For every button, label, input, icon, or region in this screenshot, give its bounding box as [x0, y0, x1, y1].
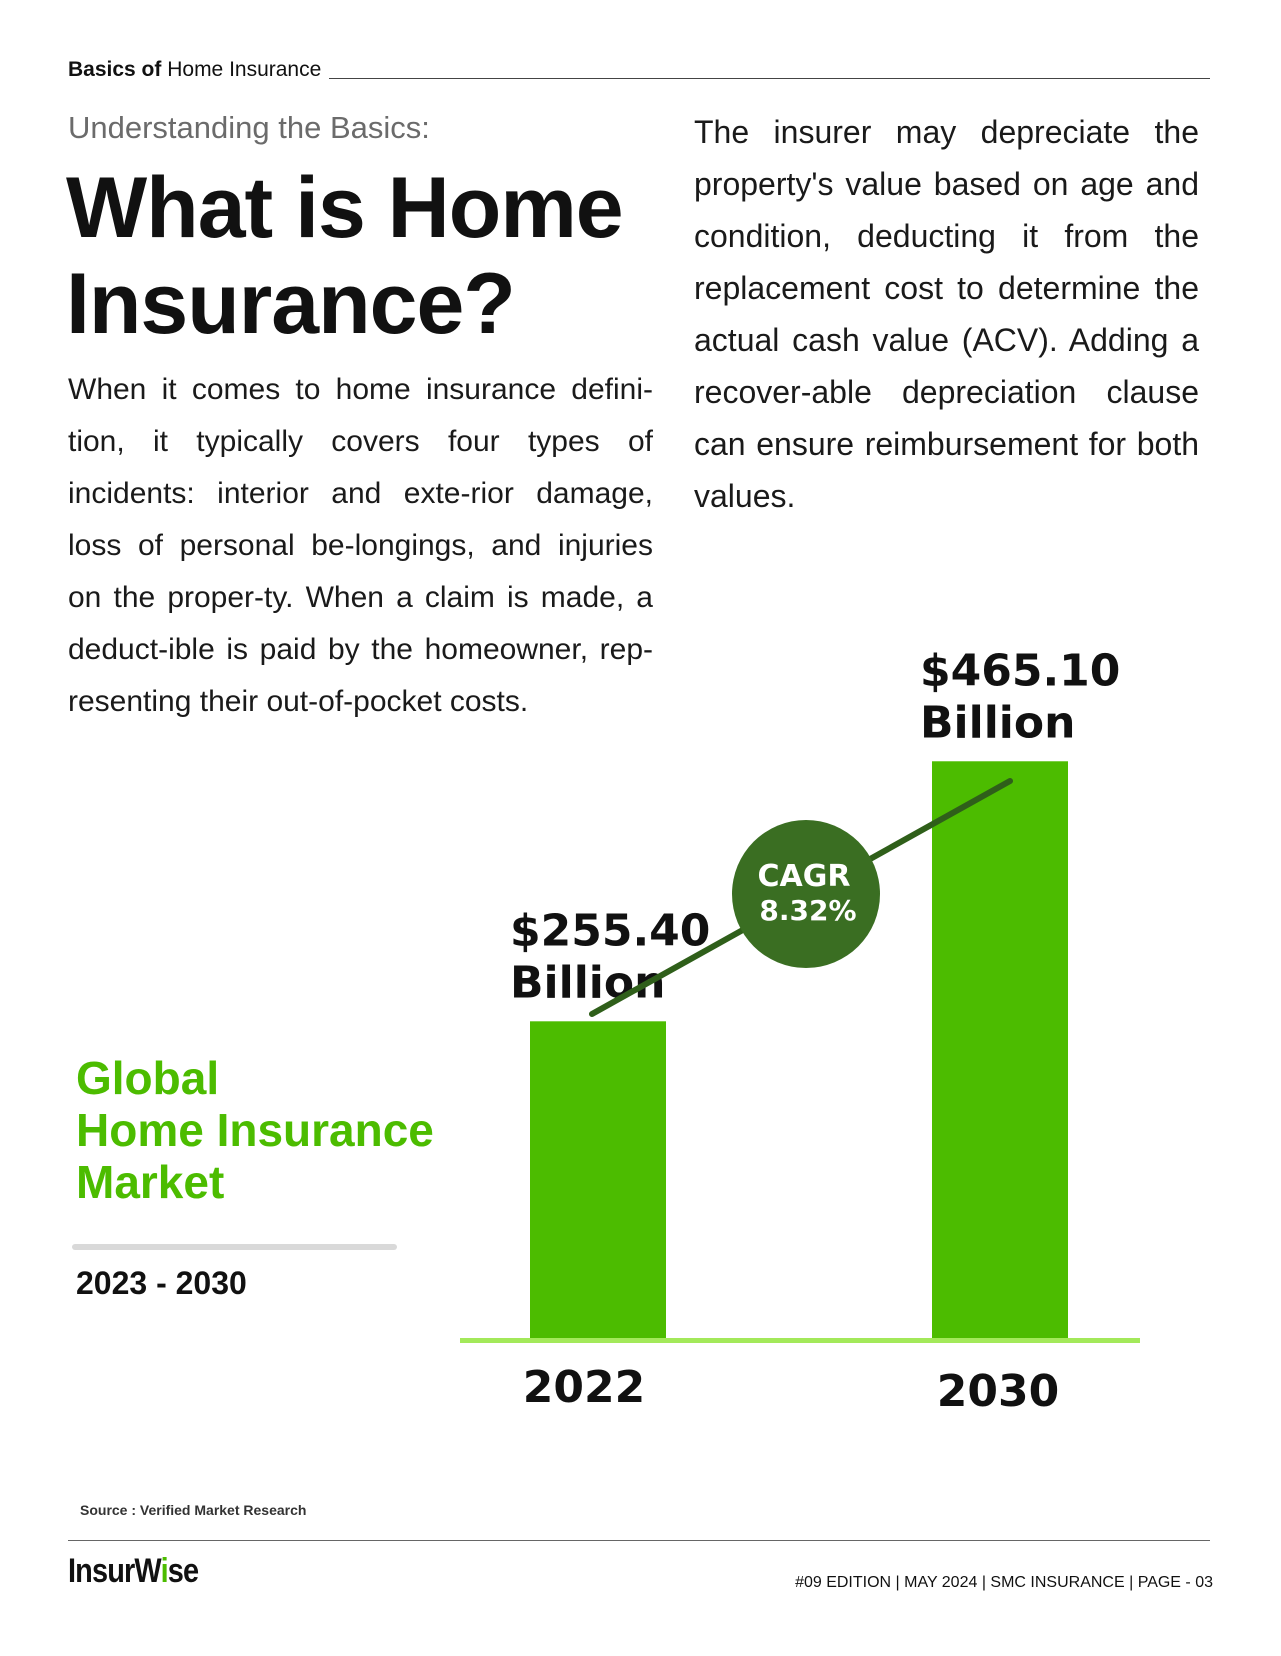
chart-baseline [460, 1338, 1140, 1343]
footer-rule [68, 1540, 1210, 1541]
chart-caption-years: 2023 - 2030 [76, 1265, 247, 1301]
chart-bar-2030 [932, 761, 1068, 1338]
logo-text-part2: se [167, 1552, 199, 1590]
cagr-badge-label: CAGR [757, 859, 851, 894]
section-header [68, 58, 1210, 88]
chart-caption-line: Global [76, 1052, 220, 1104]
section-label-rest: Home Insurance [167, 58, 322, 81]
chart-caption-title [76, 1052, 434, 1208]
article-subtitle: Understanding the Basics: [68, 110, 430, 145]
chart-category-label: 2022 [522, 1362, 646, 1413]
section-label-bold: Basics of [68, 58, 162, 81]
source-note: Source : Verified Market Research [80, 1502, 307, 1518]
chart-caption-divider [72, 1244, 397, 1250]
chart-caption-line: Home Insurance [76, 1104, 434, 1156]
logo-text-part1: InsurW [68, 1552, 161, 1590]
market-bar-chart [480, 645, 1220, 1520]
chart-caption-line: Market [76, 1156, 225, 1208]
chart-value-label: Billion [920, 697, 1076, 749]
chart-bar-2022 [530, 1021, 666, 1338]
chart-category-label: 2030 [936, 1366, 1060, 1417]
footer-edition-info: #09 EDITION | MAY 2024 | SMC INSURANCE | PAGE - 03 [795, 1574, 1213, 1591]
body-paragraph-right: The insurer may depreciate the property's value based on age and condition, deducting it from the replacement cost to determine the actual cash value (ACV). Adding a recover-able depreciation clause can ensure reimbursement for both values. [694, 114, 1199, 514]
section-label [68, 58, 329, 82]
chart-value-label: $255.40 [510, 905, 711, 957]
cagr-badge-value: 8.32% [759, 894, 857, 927]
insurwise-logo [68, 1552, 198, 1591]
chart-value-label: Billion [510, 957, 666, 1009]
chart-value-label: $465.10 [920, 645, 1121, 697]
body-paragraph-left: When it comes to home insurance definition, it typically covers four types of incidents: interior and exte-rior damage, loss of personal be-longings, and injuries on the proper-ty. When a claim is made, a deduct-ible is paid by the homeowner, rep-resenting their out-of-pocket costs. [68, 373, 653, 718]
logo-text-accent: i [160, 1552, 168, 1590]
article-title: What is Home Insurance? [66, 160, 623, 352]
